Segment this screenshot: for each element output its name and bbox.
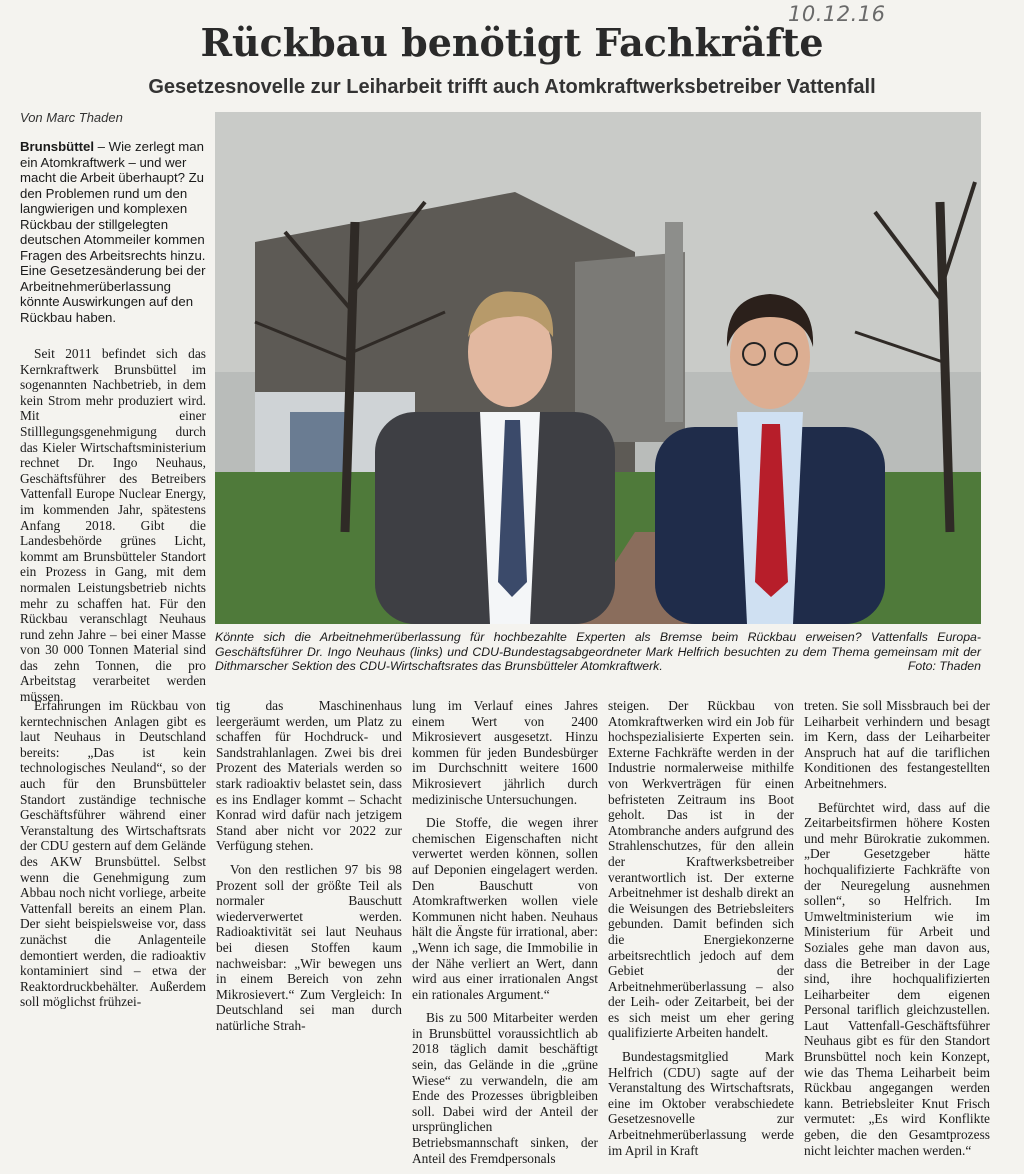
paragraph: Seit 2011 befindet sich das Kernkraftwerk Brunsbüttel im sogenannten Nachbetrieb, in dem kein Strom mehr produziert wird. Mit einer Stilllegungsgenehmigung durch das Kieler Wirtschaftsministerium rechnet Dr. Ingo Neuhaus, Geschäftsführer des Betreibers Vattenfall Europe Nuclear Energy, im kommenden Jahr, spätestens Anfang 2018. Gibt die Landesbehörde grünes Licht, kommt am Brunsbütteler Standort ein Prozess in Gang, mit dem normalen Leistungsbetrieb nichts mehr zu schaffen hat. Für den Rückbau veranschlagt Neuhaus rund zehn Jahre – bei einer Masse von 30 000 Tonnen Material sind das zehn Tonnen, die pro Arbeitstag verarbeitet werden müssen. [20, 346, 206, 705]
article-column-3 [412, 698, 598, 1174]
paragraph: Von den restlichen 97 bis 98 Prozent soll der größte Teil als normaler Bauschutt wiederverwertet werden. Radioaktivität sei laut Neuhaus bei diesen Stoffen kaum nachweisbar: „Wir bewegen uns in einem Bereich von zehn Mikrosievert.“ Zum Vergleich: In Deutschland sei man durch natürliche Strah- [216, 861, 402, 1033]
lead-paragraph [20, 139, 206, 325]
paragraph: tig das Maschinenhaus leergeräumt werden, um Platz zu schaffen für Hochdruck- und Sandstrahlanlagen. Zwei bis drei Prozent des Materials werden so stark radioaktiv belastet sein, dass es ins Endlager kommt – Schacht Konrad wird dafür nach jetzigem Stand aber nicht vor 2022 zur Verfügung stehen. [216, 698, 402, 854]
article-photo [215, 112, 981, 624]
article-column-5 [804, 698, 990, 1166]
article-column-4 [608, 698, 794, 1166]
handwritten-date: 10.12.16 [788, 2, 886, 26]
subheadline: Gesetzesnovelle zur Leiharbeit trifft auch Atomkraftwerksbetreiber Vattenfall [148, 76, 876, 98]
photo-caption [215, 630, 981, 674]
article-column-1-top [20, 346, 206, 713]
article-column-2 [216, 698, 402, 1041]
lead-place: Brunsbüttel [20, 139, 94, 154]
paragraph: lung im Verlauf eines Jahres einem Wert von 2400 Mikrosievert ausgesetzt. Hinzu kommen für jeden Bundesbürger im Durchschnitt weitere 1600 Mikrosievert jährlich durch medizinische Untersuchungen. [412, 698, 598, 807]
lead-text: – Wie zerlegt man ein Atomkraftwerk – und wer macht die Arbeit überhaupt? Zu den Problemen rund um den langwierigen und komplexen Rückbau der stillgelegten deutschen Atommeiler kommen Fragen des Arbeitsrechts hinzu. Eine Gesetzesänderung bei der Arbeitnehmerüberlassung könnte Auswirkungen auf den Rückbau haben. [20, 139, 206, 325]
paragraph: steigen. Der Rückbau von Atomkraftwerken wird ein Job für hochspezialisierte Experten sein. Externe Fachkräfte werden in der Industrie normalerweise mithilfe von Werkverträgen für einen befristeten Zeitraum ins Boot geholt. Das ist in der Atombranche anders aufgrund des Strahlenschutzes, für den allein der Kraftwerksbetreiber verantwortlich ist. Der externe Arbeitnehmer ist deshalb direkt an die Weisungen des Betriebsleiters gebunden. Damit befinden sich die Energiekonzerne arbeitsrechtlich jedoch auf dem Gebiet der Arbeitnehmerüberlassung – also der Leih- oder Zeitarbeit, bei der es sich meist um eher gering qualifizierte Arbeiten handelt. [608, 698, 794, 1041]
photo-credit: Foto: Thaden [907, 659, 981, 674]
paragraph: Die Stoffe, die wegen ihrer chemischen Eigenschaften nicht verwertet werden können, sollen auf Deponien eingelagert werden. Den Bauschutt von Atomkraftwerken wollen viele Kommunen nicht haben. Neuhaus hält die Ängste für irrational, aber: „Wenn ich sage, die Immobilie in der Nähe verliert an Wert, dann wird aus einer irrationalen Angst ein rationales Argument.“ [412, 815, 598, 1002]
paragraph: Befürchtet wird, dass auf die Zeitarbeitsfirmen höhere Kosten und mehr Bürokratie zukommen. „Der Gesetzgeber hätte hochqualifizierte Fachkräfte von der Neuregelung ausnehmen sollen“, so Helfrich. Im Umweltministerium wie im Ministerium für Arbeit und Soziales gehe man davon aus, dass die Betreiber in der Lage sind, ihre hochqualifizierten Leiharbeiter dem eigenen Personal tariflich gleichzustellen. Laut Vattenfall-Geschäftsführer Neuhaus gibt es für den Standort Brunsbüttel noch kein Konzept, wie das Thema Leiharbeit beim Rückbau angegangen werden kann. Betriebsleiter Knut Frisch vermutet: „Es wird Konflikte geben, die den Gesamtprozess nicht leichter machen werden.“ [804, 799, 990, 1158]
byline: Von Marc Thaden [20, 110, 123, 125]
article-column-1-bottom [20, 698, 206, 1018]
paragraph: Erfahrungen im Rückbau von kerntechnischen Anlagen gibt es laut Neuhaus in Deutschland bereits: „Das ist kein technologisches Neuland“, so der auch für den Brunsbütteler Standort zuständige technische Geschäftsführer während einer Veranstaltung des Wirtschaftsrats der CDU gestern auf dem Gelände des AKW Brunsbüttel. Selbst wenn die Genehmigung zum Abbau noch nicht vorliege, arbeite Vattenfall bereits an einem Plan. Der sieht beispielsweise vor, dass zunächst die Anlagenteile demontiert werden, die radioaktiv kontaminiert sind – etwa der Reaktordruckbehälter. Außerdem soll möglichst frühzei- [20, 698, 206, 1010]
headline: Rückbau benötigt Fachkräfte [200, 20, 824, 65]
paragraph: Bundestagsmitglied Mark Helfrich (CDU) sagte auf der Veranstaltung des Wirtschaftsrats, eine im Oktober verabschiedete Gesetzesnovelle zur Arbeitnehmerüberlassung werde im April in Kraft [608, 1049, 794, 1158]
caption-text: Könnte sich die Arbeitnehmerüberlassung für hochbezahlte Experten als Bremse beim Rückbau erweisen? Vattenfalls Europa-Geschäftsführer Dr. Ingo Neuhaus (links) und CDU-Bundestagsabgeordneter Mark Helfrich besuchten zu dem Thema gemeinsam mit der Dithmarscher Sektion des CDU-Wirtschaftsrates das Brunsbütteler Atomkraftwerk. [215, 630, 981, 674]
paragraph: treten. Sie soll Missbrauch bei der Leiharbeit verhindern und besagt im Kern, dass der Leiharbeiter Anspruch hat auf die tariflichen Konditionen des festangestellten Arbeitnehmers. [804, 698, 990, 791]
paragraph: Bis zu 500 Mitarbeiter werden in Brunsbüttel voraussichtlich ab 2018 täglich damit beschäftigt sein, das Gelände in die „grüne Wiese“ zu verwandeln, die am Ende des Prozesses übrigbleiben soll. Dabei wird der Anteil der ursprünglichen Betriebsmannschaft sinken, der Anteil des Fremdpersonals [412, 1010, 598, 1166]
